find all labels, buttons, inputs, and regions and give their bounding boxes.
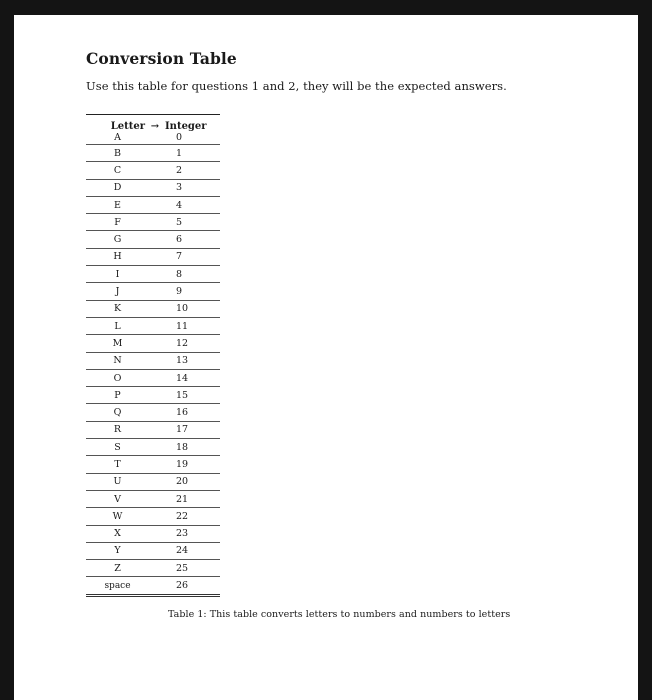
letter-cell: A [114,132,121,143]
integer-cell: 10 [176,303,189,315]
letter-cell: M [112,337,123,349]
integer-cell: 8 [176,268,183,280]
spacer-cell [149,456,161,473]
table-row [86,248,220,265]
spacer-cell [149,473,161,490]
integer-cell: 21 [176,493,189,505]
integer-cell: 12 [176,337,189,349]
table-row [86,283,220,300]
integer-cell: 25 [176,562,189,574]
letter-cell: I [115,268,120,280]
integer-cell: 0 [176,132,183,143]
table-row [86,404,220,421]
letter-cell: U [113,476,122,488]
table-row [86,196,220,213]
letter-cell: V [114,493,121,505]
spacer-cell [149,560,161,577]
integer-cell: 20 [176,476,189,488]
table-row [86,132,220,145]
spacer-cell [149,439,161,456]
integer-cell: 3 [176,182,183,194]
integer-cell: 15 [176,389,189,401]
screen-left-border [0,0,14,700]
table-row [86,387,220,404]
letter-cell: B [114,147,121,159]
integer-cell: 22 [176,510,189,522]
letter-cell: J [115,286,120,298]
table-row [86,542,220,559]
letter-cell: X [114,528,121,540]
document-page [14,15,638,700]
spacer-cell [149,214,161,231]
spacer-cell [149,335,161,352]
spacer-cell [149,162,161,179]
spacer-cell [149,421,161,438]
integer-cell: 6 [176,234,183,246]
integer-cell: 14 [176,372,189,384]
table-row [86,179,220,196]
table-row [86,456,220,473]
letter-cell: N [113,355,122,367]
spacer-cell [149,317,161,334]
letter-cell: Y [114,545,121,557]
integer-cell: 1 [176,147,183,159]
screen-top-border [0,0,652,15]
integer-cell: 13 [176,355,189,367]
integer-cell: 19 [176,458,189,470]
letter-cell: S [114,441,121,453]
letter-cell: space [104,580,131,591]
letter-cell: K [113,303,122,315]
conversion-table [86,114,220,597]
spacer-cell [149,196,161,213]
letter-cell: P [114,389,121,401]
table-row [86,266,220,283]
spacer-cell [149,352,161,369]
letter-cell: H [113,251,122,263]
page-title: Conversion Table [86,49,237,68]
header-integer: Integer [165,121,207,132]
screen-right-border [638,0,652,700]
table-row [86,490,220,507]
header-letter: Letter [110,121,145,132]
letter-cell: Q [113,407,122,419]
table-row [86,508,220,525]
table-row [86,335,220,352]
integer-cell: 2 [176,164,183,176]
table-row [86,317,220,334]
table-header-row [86,115,220,133]
spacer-cell [149,266,161,283]
letter-cell: W [112,510,123,522]
table-row [86,300,220,317]
spacer-cell [149,132,161,145]
spacer-cell [149,404,161,421]
spacer-cell [149,542,161,559]
spacer-cell [149,387,161,404]
table-row [86,162,220,179]
letter-cell: G [113,234,122,246]
integer-cell: 18 [176,441,189,453]
letter-cell: O [113,372,122,384]
integer-cell: 26 [176,580,189,592]
spacer-cell [149,369,161,386]
table-row [86,231,220,248]
integer-cell: 7 [176,251,183,263]
table-row [86,439,220,456]
letter-cell: L [114,320,121,332]
integer-cell: 16 [176,407,189,419]
letter-cell: D [113,182,122,194]
table-row [86,352,220,369]
spacer-cell [149,490,161,507]
spacer-cell [149,179,161,196]
spacer-cell [149,577,161,595]
integer-cell: 5 [176,216,183,228]
table-row [86,145,220,162]
letter-cell: C [113,164,122,176]
table-row [86,214,220,231]
letter-cell: F [114,216,121,228]
integer-cell: 23 [176,528,189,540]
spacer-cell [149,145,161,162]
spacer-cell [149,508,161,525]
spacer-cell [149,248,161,265]
integer-cell: 4 [176,199,183,211]
header-arrow: → [150,121,160,132]
table-row [86,560,220,577]
integer-cell: 11 [176,320,189,332]
intro-paragraph: Use this table for questions 1 and 2, they will be the expected answers. [86,79,507,93]
letter-cell: Z [114,562,121,574]
integer-cell: 17 [176,424,189,436]
spacer-cell [149,283,161,300]
letter-cell: E [114,199,121,211]
spacer-cell [149,300,161,317]
table-row [86,369,220,386]
table-body [86,132,220,595]
spacer-cell [149,525,161,542]
table-row [86,421,220,438]
table-row [86,577,220,595]
spacer-cell [149,231,161,248]
letter-cell: R [113,424,122,436]
table-row [86,525,220,542]
integer-cell: 9 [176,286,183,298]
integer-cell: 24 [176,545,189,557]
letter-cell: T [114,458,121,470]
table-caption: Table 1: This table converts letters to numbers and numbers to letters [168,609,511,620]
table-row [86,473,220,490]
